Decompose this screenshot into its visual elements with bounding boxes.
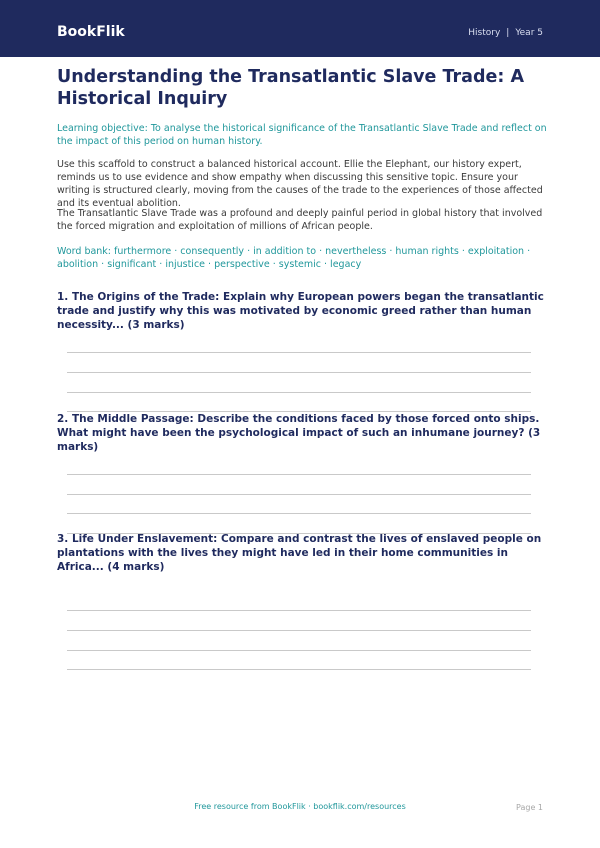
question-3: 3. Life Under Enslavement: Compare and contrast the lives of enslaved people on plantations with the lives they might have led in their home communities in Africa... (4 marks) [57,533,542,573]
question-2: 2. The Middle Passage: Describe the conditions faced by those forced onto ships. What might have been the psychological impact of such an inhumane journey? (3 marks) [57,413,541,453]
page-header [0,0,600,57]
answer-line[interactable] [67,474,531,475]
intro-paragraph-2: The Transatlantic Slave Trade was a profound and deeply painful period in global history that involved the forced migration and exploitation of millions of African people. [57,208,543,232]
learning-objective: Learning objective: To analyse the historical significance of the Transatlantic Slave Trade and reflect on the impact of this period on human history. [57,123,547,147]
footer-resource-link[interactable]: Free resource from BookFlik · bookflik.com/resources [194,802,406,811]
answer-line[interactable] [67,392,531,393]
answer-line[interactable] [67,610,531,611]
answer-line[interactable] [67,372,531,373]
answer-line[interactable] [67,494,531,495]
word-bank: Word bank: furthermore · consequently · in addition to · nevertheless · human rights · exploitation · abolition · significant · injustice · perspective · systemic · legacy [57,246,531,270]
page-number: Page 1 [516,803,543,812]
answer-line[interactable] [67,352,531,353]
subject-year-label [468,27,543,39]
answer-line[interactable] [67,669,531,670]
meta-separator: | [506,28,510,38]
intro-paragraph-1: Use this scaffold to construct a balanced historical account. Ellie the Elephant, our history expert, reminds us to use evidence and show empathy when discussing this sensitive topic. Ensure your writing is structured clearly, moving from the causes of the trade to the experiences of those affected and its eventual abolition. [57,159,543,209]
brand-logo: BookFlik [57,24,125,40]
subject-label: History [468,28,501,38]
worksheet-title: Understanding the Transatlantic Slave Trade: A Historical Inquiry [57,67,524,109]
year-label: Year 5 [515,28,543,38]
answer-line[interactable] [67,630,531,631]
question-1: 1. The Origins of the Trade: Explain why European powers began the transatlantic trade and justify why this was motivated by economic greed rather than human necessity... (3 marks) [57,291,544,331]
answer-line[interactable] [67,650,531,651]
answer-line[interactable] [67,513,531,514]
